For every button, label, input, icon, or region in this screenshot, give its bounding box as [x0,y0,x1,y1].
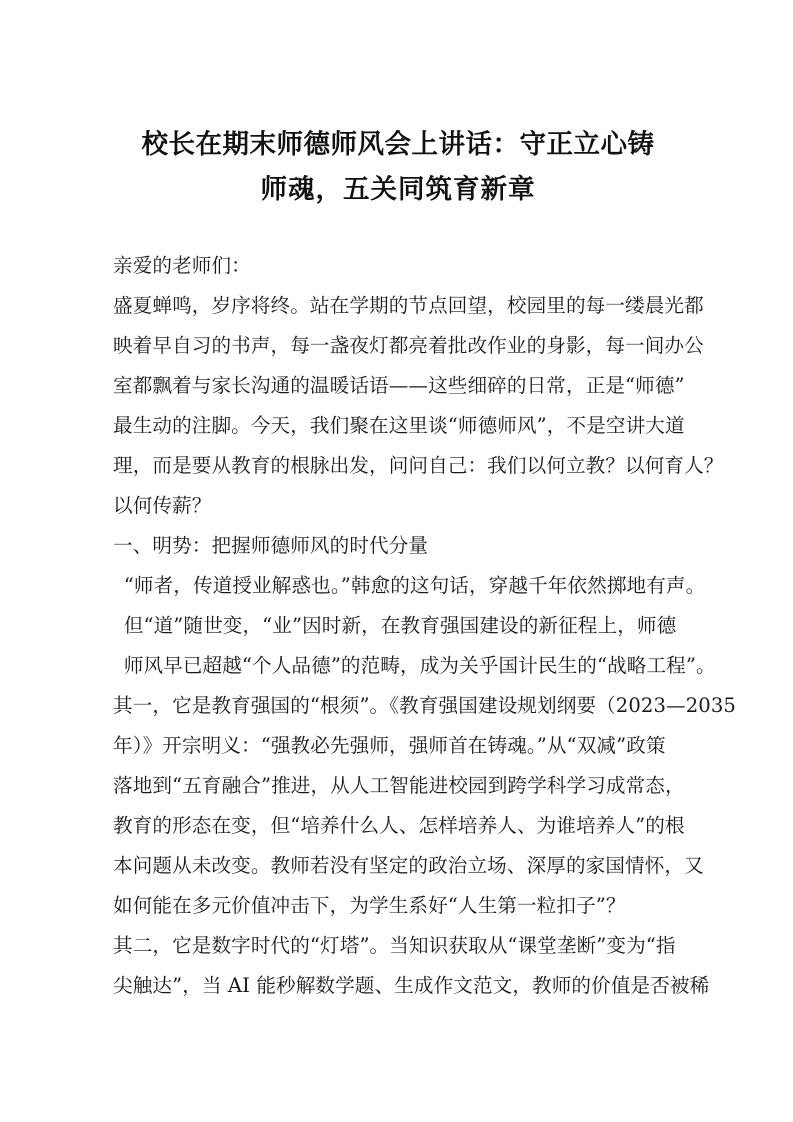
text-line: 落地到“五育融合”推进，从人工智能进校园到跨学科学习成常态， [113,774,685,797]
text-line: 尖触达”，当 AI 能秒解数学题、生成作文范文，教师的价值是否被稀 [113,974,710,997]
paragraph-lead [113,286,724,526]
text-line: 其一，它是教育强国的“根须”。《教育强国建设规划纲要（2023—2035 [113,694,736,717]
text-line: 最生动的注脚。今天，我们聚在这里谈“师德师风”，不是空讲大道 [113,414,685,437]
paragraph-point-1 [113,686,736,926]
document-content [113,0,736,1006]
text-line: 年）》开宗明义：“强教必先强师，强师首在铸魂。”从“双减”政策 [113,734,666,757]
text-line: 理，而是要从教育的根脉出发，问问自己：我们以何立教？以何育人？ [113,454,724,477]
text-line: 盛夏蝉鸣，岁序将终。站在学期的节点回望，校园里的每一缕晨光都 [113,294,704,317]
paragraph-section-1-intro [113,566,716,686]
text-line: 映着早自习的书声，每一盏夜灯都亮着批改作业的身影，每一间办公 [113,334,704,357]
text-line: 其二，它是数字时代的“灯塔”。当知识获取从“课堂垄断”变为“指 [113,934,676,957]
section-heading-1: 一、明势：把握师德师风的时代分量 [113,534,429,557]
title-line-1: 校长在期末师德师风会上讲话：守正立心铸 [141,129,655,160]
text-line: 教育的形态在变，但“培养什么人、怎样培养人、为谁培养人”的根 [113,814,685,837]
text-line: 室都飘着与家长沟通的温暖话语——这些细碎的日常，正是“师德” [113,374,685,397]
page-title [113,0,683,212]
text-line: 但“道”随世变，“业”因时新，在教育强国建设的新征程上，师德 [123,614,677,637]
text-line: 本问题从未改变。教师若没有坚定的政治立场、深厚的家国情怀，又 [113,854,704,877]
text-line: 以何传薪？ [113,494,212,517]
text-line: 师风早已超越“个人品德”的范畴，成为关乎国计民生的“战略工程”。 [123,654,716,677]
paragraph-point-2 [113,926,710,1006]
salutation: 亲爱的老师们： [113,254,251,277]
text-line: “师者，传道授业解惑也。”韩愈的这句话，穿越千年依然掷地有声。 [123,574,706,597]
text-line: 如何能在多元价值冲击下，为学生系好“人生第一粒扣子”？ [113,894,626,917]
title-line-2: 师魂，五关同筑育新章 [260,174,536,205]
